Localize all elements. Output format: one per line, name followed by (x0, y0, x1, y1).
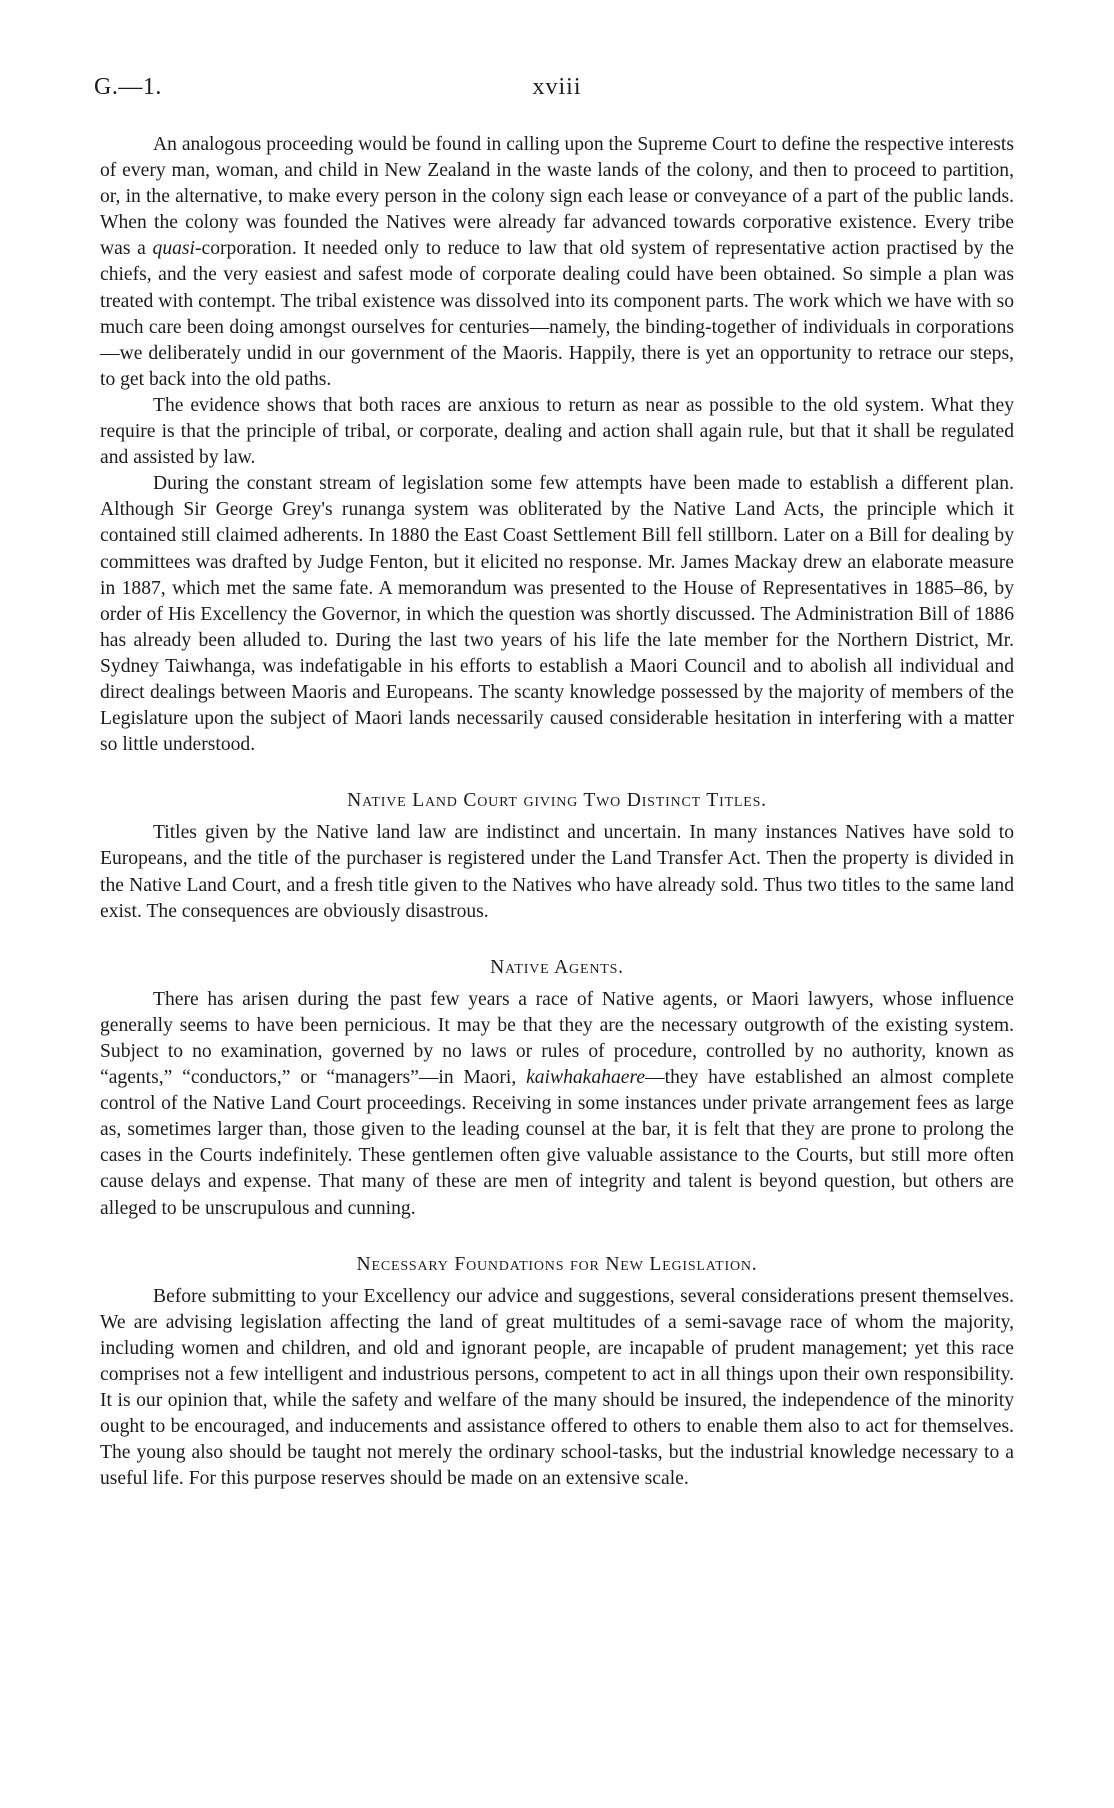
section-necessary-foundations (100, 1252, 1014, 1493)
italic-term: quasi (152, 238, 195, 260)
paragraph: An analogous proceeding would be found in calling upon the Supreme Court to define the respective interests of every man, woman, and child in New Zealand in the waste lands of the colony, and then to proceed to partition, or, in the alternative, to make every person in the colony sign each lease or conveyance of a part of the public lands. When the colony was founded the Natives were already far advanced towards corporative existence. Every tribe was a quasi-corporation. It needed only to reduce to law that old system of representative action practised by the chiefs, and the very easiest and safest mode of corporate dealing could have been obtained. So simple a plan was treated with contempt. The tribal existence was dissolved into its component parts. The work which we have with so much care been doing amongst ourselves for centuries—namely, the binding-together of individuals in corporations—we deliberately undid in our government of the Maoris. Happily, there is yet an opportunity to retrace our steps, to get back into the old paths. (100, 134, 1014, 390)
paragraph: The evidence shows that both races are anxious to return as near as possible to the old system. What they require is that the principle of tribal, or corporate, dealing and action shall again rule, but that it shall be regulated and assisted by law. (100, 394, 1014, 469)
intro-section (100, 132, 1014, 758)
italic-term: kaiwhakahaere (526, 1067, 646, 1089)
page-number: xviii (532, 74, 582, 100)
paragraph: During the constant stream of legislation some few attempts have been made to establish a different plan. Although Sir George Grey's runanga system was obliterated by the Native Land Acts, the principle which it contained still claimed adherents. In 1880 the East Coast Settlement Bill fell stillborn. Later on a Bill for dealing by committees was drafted by Judge Fenton, but it elicited no response. Mr. James Mackay drew an elaborate measure in 1887, which met the same fate. A memorandum was presented to the House of Representatives in 1885–86, by order of His Excellency the Governor, in which the question was shortly discussed. The Administration Bill of 1886 has already been alluded to. During the last two years of his life the late member for the Northern District, Mr. Sydney Taiwhanga, was indefatigable in his efforts to establish a Maori Council and to abolish all individual and direct dealings between Maoris and Europeans. The scanty knowledge possessed by the majority of members of the Legislature upon the subject of Maori lands necessarily caused considerable hesitation in interfering with a matter so little understood. (100, 473, 1014, 756)
section-heading: Native Land Court giving Two Distinct Titles. (347, 790, 767, 812)
section-native-agents (100, 955, 1014, 1222)
paragraph: Titles given by the Native land law are indistinct and uncertain. In many instances Natives have sold to Europeans, and the title of the purchaser is registered under the Land Transfer Act. Then the property is divided in the Native Land Court, and a fresh title given to the Natives who have already sold. Thus two titles to the same land exist. The consequences are obviously disastrous. (100, 822, 1014, 922)
paragraph: Before submitting to your Excellency our advice and suggestions, several considerations present themselves. We are advising legislation affecting the land of great multitudes of a semi-savage race of whom the majority, including women and children, and old and ignorant people, are incapable of prudent management; yet this race comprises not a few intelligent and industrious persons, competent to act in all things upon their own responsibility. It is our opinion that, while the safety and welfare of the many should be insured, the independence of the minority ought to be encouraged, and inducements and assistance offered to others to enable them also to act for themselves. The young also should be taught not merely the ordinary school-tasks, but the industrial knowledge necessary to a useful life. For this purpose reserves should be made on an extensive scale. (100, 1285, 1014, 1490)
section-heading: Necessary Foundations for New Legislation. (356, 1253, 758, 1275)
section-native-land-court (100, 788, 1014, 924)
paragraph: There has arisen during the past few years a race of Native agents, or Maori lawyers, whose influence generally seems to have been pernicious. It may be that they are the necessary outgrowth of the existing system. Subject to no examination, governed by no laws or rules of procedure, controlled by no authority, known as “agents,” “conductors,” or “managers”—in Maori, kaiwhakahaere—they have established an almost complete control of the Native Land Court proceedings. Receiving in some instances under private arrangement fees as large as, sometimes larger than, those given to the leading counsel at the bar, it is felt that they are prone to prolong the cases in the Courts indefinitely. These gentlemen often give valuable assistance to the Courts, but still more often cause delays and expense. That many of these are men of integrity and talent is beyond question, but others are alleged to be unscrupulous and cunning. (100, 988, 1015, 1219)
document-id: G.—1. (94, 74, 162, 100)
document-page (94, 74, 1015, 1493)
page-header (94, 74, 1014, 104)
section-heading: Native Agents. (490, 956, 624, 978)
